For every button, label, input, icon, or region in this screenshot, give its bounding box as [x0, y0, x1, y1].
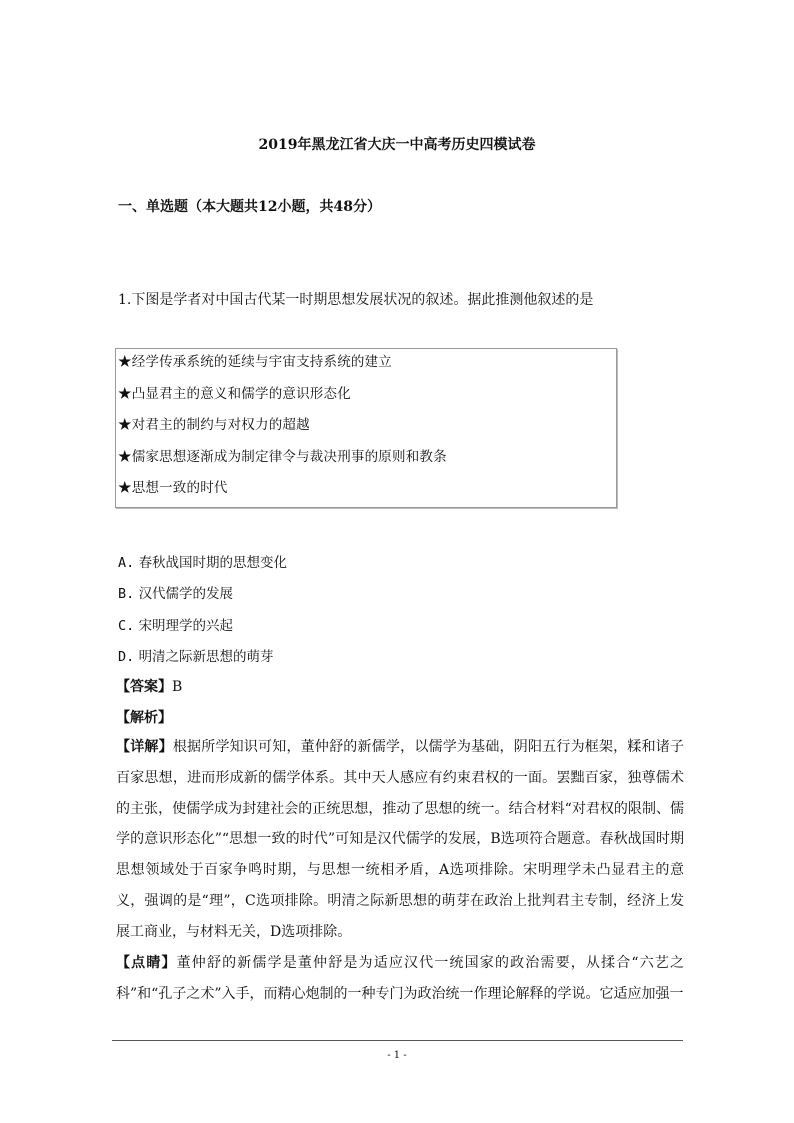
point-text: 董仲舒的新儒学是董仲舒是为适应汉代一统国家的政治需要，从揉合“六艺之科”和“孔子之术”入手，而精心炮制的一种专门为政治统一作理论解释的学说。它适应加强一: [116, 955, 685, 1002]
material-item: ★儒家思想逐渐成为制定律令与裁决刑事的原则和教条: [118, 448, 447, 465]
material-box: [115, 348, 617, 508]
document-title: 2019年黑龙江省大庆一中高考历史四模试卷: [258, 137, 536, 153]
option-d: [118, 645, 274, 665]
point-paragraph: [116, 948, 684, 1010]
detail-paragraph: [116, 732, 684, 948]
option-letter: C.: [118, 618, 135, 634]
question-stem: [118, 289, 593, 309]
answer-line: [116, 676, 182, 696]
option-c: [118, 614, 233, 634]
option-text: 宋明理学的兴起: [138, 618, 234, 634]
option-a: [118, 551, 287, 571]
option-text: 汉代儒学的发展: [138, 586, 234, 602]
material-item: ★对君主的制约与对权力的超越: [118, 417, 310, 433]
option-text: 明清之际新思想的萌芽: [138, 649, 274, 665]
analysis-label: 【解析】: [116, 710, 172, 726]
option-text: 春秋战国时期的思想变化: [138, 555, 288, 571]
answer-label: 【答案】: [116, 679, 172, 695]
option-letter: A.: [118, 555, 135, 571]
option-letter: B.: [118, 586, 135, 602]
option-letter: D.: [118, 649, 135, 665]
page-number: - 1 -: [387, 1050, 407, 1061]
detail-label: 【详解】: [116, 739, 173, 755]
detail-text: 根据所学知识可知，董仲舒的新儒学，以儒学为基础，阴阳五行为框架，糅和诸子百家思想，进而形成新的儒学体系。其中天人感应有约束君权的一面。罢黜百家，独尊儒术的主张，使儒学成为封建社会的正统思想，推动了思想的统一。结合材料“对君权的限制、儒学的意识形态化”“思想一致的时代”可知是汉代儒学的发展，B选项符合题意。春秋战国时期思想领域处于百家争鸣时期，与思想一统相矛盾，A选项排除。宋明理学未凸显君主的意义，强调的是“理”，C选项排除。明清之际新思想的萌芽在政治上批判君主专制，经济上发展工商业，与材料无关，D选项排除。: [116, 739, 685, 940]
answer-value: B: [172, 679, 183, 695]
option-b: [118, 582, 233, 602]
section-heading: 一、单选题（本大题共12小题，共48分）: [118, 199, 381, 215]
question-number: 1.: [118, 292, 132, 308]
material-item: ★经学传承系统的延续与宇宙支持系统的建立: [118, 354, 392, 370]
question-text: 下图是学者对中国古代某一时期思想发展状况的叙述。据此推测他叙述的是: [131, 292, 594, 308]
footer-divider: [112, 1040, 683, 1041]
point-label: 【点睛】: [116, 955, 177, 971]
material-item: ★凸显君主的意义和儒学的意识形态化: [118, 385, 351, 402]
material-item: ★思想一致的时代: [118, 480, 228, 496]
